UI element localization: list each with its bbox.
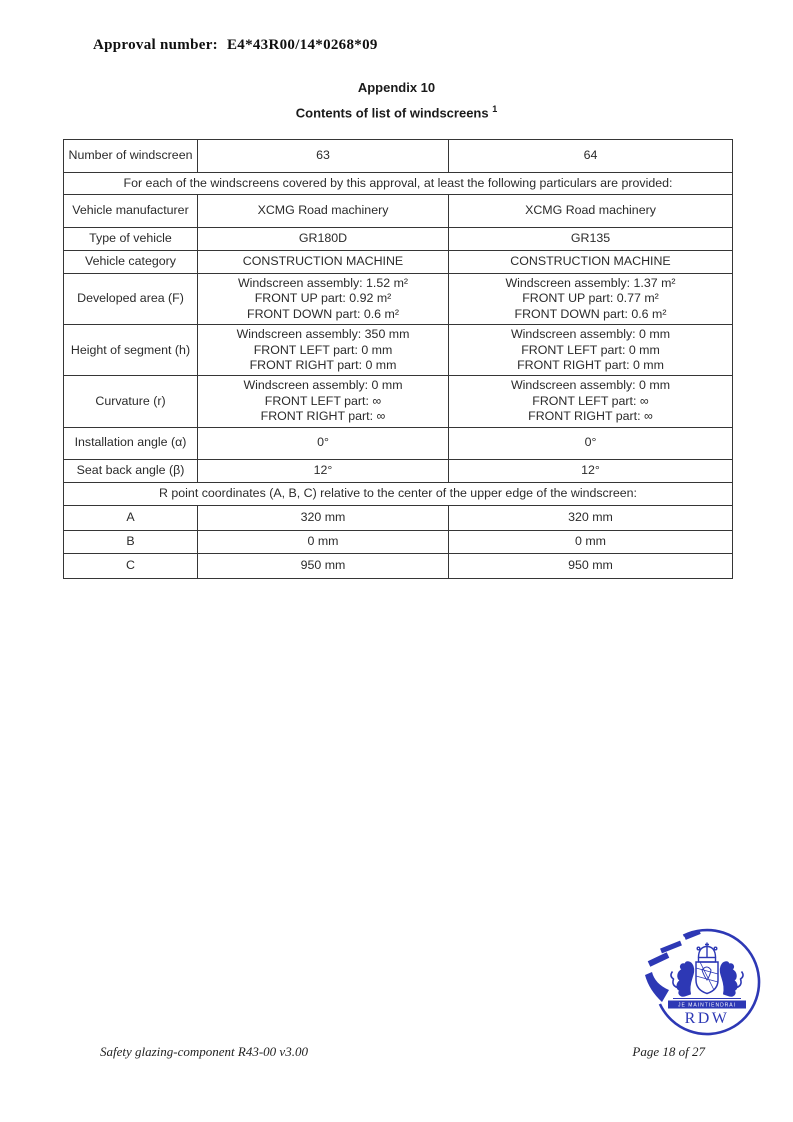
value-col2: 950 mm [449,553,733,578]
table-row-installation-angle [64,427,733,459]
row-label: C [64,553,198,578]
lion-left-icon [671,962,694,996]
table-row-coordinate-a [64,505,733,530]
table-row-coordinate-b [64,530,733,553]
value-col2: 320 mm [449,505,733,530]
appendix-title: Appendix 10 [357,80,436,95]
row-label: Seat back angle (β) [64,459,198,482]
value-line: Windscreen assembly: 1.37 m² [505,276,676,290]
value-col2: 12° [449,459,733,482]
value-col1: 950 mm [198,553,449,578]
value-col1 [198,325,449,376]
value-line: FRONT RIGHT part: 0 mm [517,358,664,373]
table-row-number-of-windscreen [64,140,733,173]
lion-right-icon [720,962,743,996]
table-row-seat-back-angle [64,459,733,482]
approval-number: E4*43R00/14*0268*09 [226,37,378,53]
value-col1: 63 [198,140,449,173]
table-row-vehicle-manufacturer [64,195,733,228]
value-line: FRONT UP part: 0.92 m² [254,291,392,306]
value-line: Windscreen assembly: 0 mm [510,327,671,342]
rdw-logo [641,918,773,1050]
value-col1: XCMG Road machinery [198,195,449,228]
value-col2: XCMG Road machinery [449,195,733,228]
windscreen-table [63,139,733,579]
logo-swoosh [645,972,669,1002]
value-line: Windscreen assembly: 0 mm [510,378,671,393]
table-row-coordinate-c [64,553,733,578]
value-col2: 0 mm [449,530,733,553]
contents-title-text: Contents of list of windscreens [295,105,489,121]
value-col2 [449,325,733,376]
table-row-curvature [64,376,733,427]
value-col2 [449,274,733,325]
row-label: Installation angle (α) [64,427,198,459]
table-row-intro-note [64,173,733,195]
value-line: FRONT LEFT part: 0 mm [253,342,393,357]
value-col1: 12° [198,459,449,482]
value-line: Windscreen assembly: 1.52 m² [237,276,409,290]
row-label: Vehicle category [64,251,198,274]
row-label: Vehicle manufacturer [64,195,198,228]
row-label: Developed area (F) [64,274,198,325]
approval-label: Approval number: [93,37,218,53]
value-col2: 0° [449,427,733,459]
row-label: A [64,505,198,530]
value-line: FRONT RIGHT part: ∞ [260,409,386,424]
value-col2: CONSTRUCTION MACHINE [449,251,733,274]
intro-note: For each of the windscreens covered by this approval, at least the following particulars are provided: [64,173,733,195]
value-col1: 0 mm [198,530,449,553]
approval-number-line [93,37,378,54]
logo-speed-lines [649,932,700,964]
footer-document-reference: Safety glazing-component R43-00 v3.00 [100,1044,308,1059]
row-label: Height of segment (h) [64,325,198,376]
footer-page-number: Page 18 of 27 [632,1044,705,1059]
value-line: FRONT LEFT part: 0 mm [521,342,660,357]
motto-banner [668,1001,746,1009]
value-line: FRONT DOWN part: 0.6 m² [514,306,667,321]
value-col1: 0° [198,427,449,459]
value-col2: GR135 [449,228,733,251]
value-col2: 64 [449,140,733,173]
table-row-height-of-segment [64,325,733,376]
value-line: FRONT RIGHT part: ∞ [528,409,653,424]
value-line: FRONT DOWN part: 0.6 m² [247,306,399,321]
value-line: Windscreen assembly: 0 mm [243,378,403,393]
row-label: Type of vehicle [64,228,198,251]
row-label: Curvature (r) [64,376,198,427]
row-label: B [64,530,198,553]
value-col1: 320 mm [198,505,449,530]
value-col1: GR180D [198,228,449,251]
rdw-text: RDW [684,1010,730,1027]
value-line: FRONT UP part: 0.77 m² [522,291,659,306]
table-row-type-of-vehicle [64,228,733,251]
value-line: FRONT LEFT part: ∞ [532,393,649,408]
value-line: FRONT LEFT part: ∞ [264,393,382,408]
value-col2 [449,376,733,427]
row-label: Number of windscreen [64,140,198,173]
table-row-rpoint-note [64,482,733,505]
value-line: FRONT RIGHT part: 0 mm [249,358,397,373]
crown-icon [697,943,717,963]
contents-title [0,104,793,120]
motto-text: JE MAINTIENDRAI [677,1002,737,1009]
shield-icon [696,962,718,994]
table-row-vehicle-category [64,251,733,274]
value-col1 [198,274,449,325]
table-row-developed-area [64,274,733,325]
value-col1 [198,376,449,427]
value-line: Windscreen assembly: 350 mm [236,327,410,342]
value-col1: CONSTRUCTION MACHINE [198,251,449,274]
rpoint-note: R point coordinates (A, B, C) relative to the center of the upper edge of the windscreen: [64,482,733,505]
footnote-reference: 1 [492,104,498,114]
